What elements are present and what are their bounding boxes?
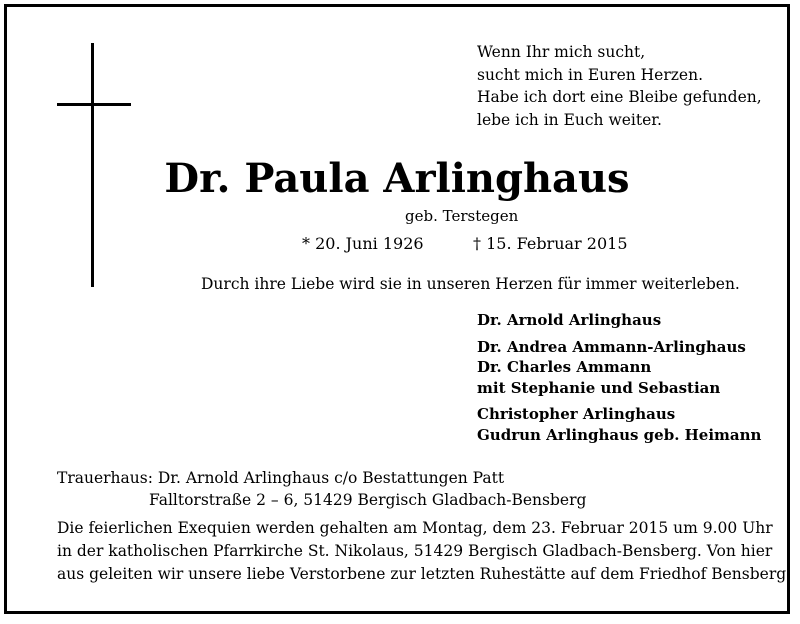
mourner-name: Dr. Arnold Arlinghaus — [477, 311, 662, 329]
mourner-group — [477, 404, 761, 445]
mourner-name: mit Stephanie und Sebastian — [477, 378, 721, 397]
mourner-group — [477, 337, 761, 399]
cross-horizontal-bar — [57, 103, 131, 106]
address-line: Trauerhaus: Dr. Arnold Arlinghaus c/o Bestattungen Patt — [57, 469, 505, 487]
death-date: † 15. Februar 2015 — [473, 234, 628, 253]
maiden-name: geb. Terstegen — [405, 207, 519, 225]
mourner-name: Gudrun Arlinghaus geb. Heimann — [477, 425, 762, 444]
mourner-name: Christopher Arlinghaus — [477, 405, 676, 423]
deceased-name: Dr. Paula Arlinghaus — [164, 155, 630, 202]
funeral-service-info — [57, 517, 792, 586]
service-line: in der katholischen Pfarrkirche St. Nikolaus, 51429 Bergisch Gladbach-Bensberg. Von hier — [57, 542, 773, 560]
poem-line: sucht mich in Euren Herzen. — [477, 65, 704, 84]
poem-line: Habe ich dort eine Bleibe gefunden, — [477, 88, 762, 106]
service-line: aus geleiten wir unsere liebe Verstorbene zur letzten Ruhestätte auf dem Friedhof Bensberg. — [57, 565, 792, 583]
mourners-list — [477, 310, 761, 451]
mourner-name: Dr. Andrea Ammann-Arlinghaus — [477, 337, 746, 356]
mourner-group — [477, 310, 761, 331]
obituary-notice — [4, 4, 790, 614]
motto: Durch ihre Liebe wird sie in unseren Herzen für immer weiterleben. — [201, 275, 740, 293]
poem-line: Wenn Ihr mich sucht, — [477, 43, 646, 61]
mourner-name: Dr. Charles Ammann — [477, 358, 652, 376]
birth-date: * 20. Juni 1926 — [302, 234, 424, 253]
poem-line: lebe ich in Euch weiter. — [477, 110, 662, 129]
address-line: Falltorstraße 2 – 6, 51429 Bergisch Gladbach-Bensberg — [149, 491, 587, 509]
mourning-house-address — [57, 467, 586, 511]
poem — [477, 41, 762, 131]
service-line: Die feierlichen Exequien werden gehalten am Montag, dem 23. Februar 2015 um 9.00 Uhr — [57, 519, 773, 537]
